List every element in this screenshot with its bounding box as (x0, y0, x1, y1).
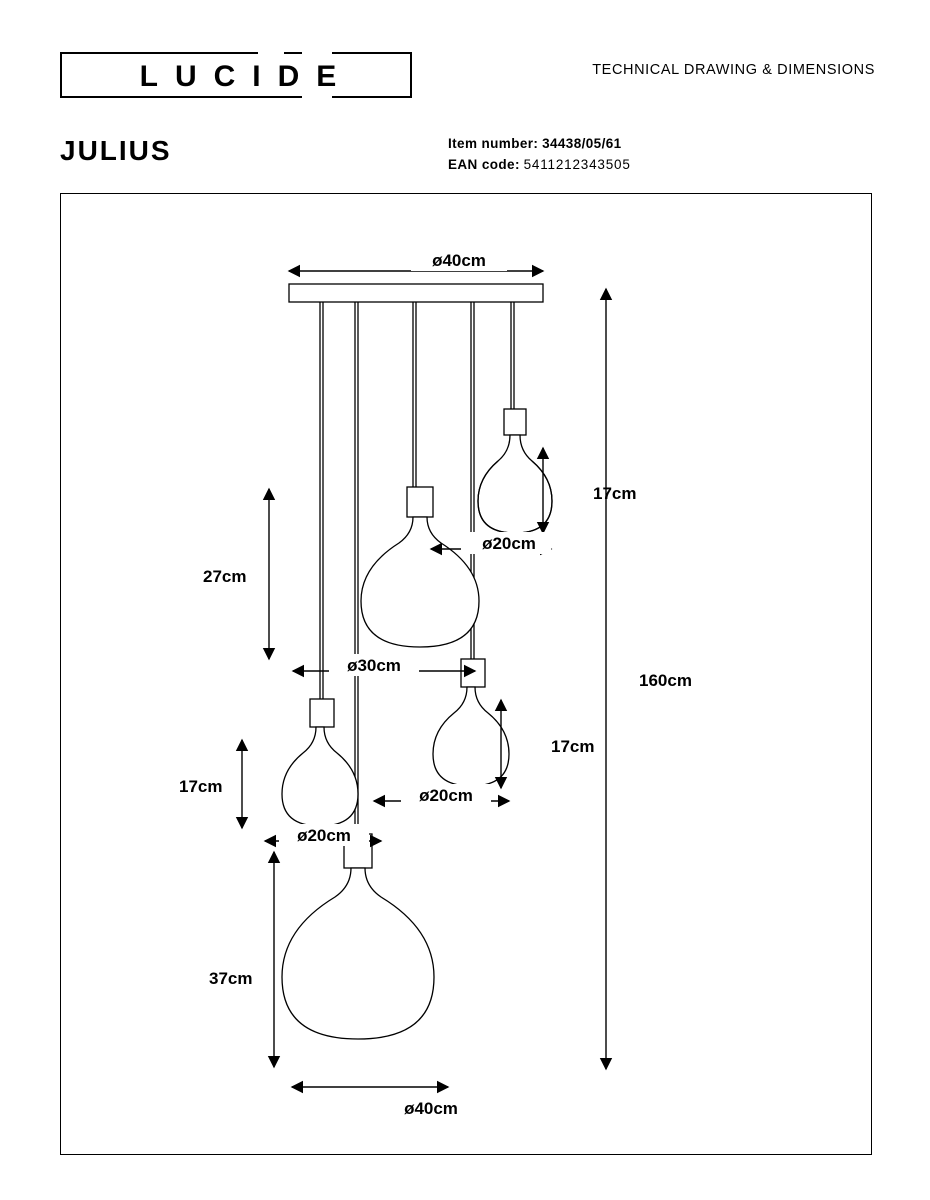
dim-shade-a-width: ø20cm (482, 534, 536, 553)
logo-notch-top-left (258, 51, 284, 59)
dim-shade-d-width: ø20cm (419, 786, 473, 805)
dim-shade-e-height: 37cm (209, 969, 253, 988)
document-title: TECHNICAL DRAWING & DIMENSIONS (592, 62, 875, 78)
logo-notch-top-right (302, 51, 332, 59)
technical-drawing-frame (60, 193, 872, 1155)
dim-canopy-width: ø40cm (432, 251, 486, 270)
technical-drawing (61, 194, 871, 1154)
item-number-label: Item number: (448, 136, 539, 151)
dim-shade-e-width: ø40cm (404, 1099, 458, 1118)
document-header (60, 52, 875, 106)
dim-shade-a-height: 17cm (593, 484, 637, 503)
product-meta (448, 133, 631, 175)
dim-shade-c-width: ø20cm (297, 826, 351, 845)
lucide-logo (60, 52, 412, 98)
ean-code-label: EAN code: (448, 157, 520, 172)
dim-shade-c-height: 17cm (179, 777, 223, 796)
logo-notch-bottom (302, 94, 332, 103)
dim-total-drop: 160cm (639, 671, 692, 690)
item-number-row (448, 133, 631, 154)
item-number-value: 34438/05/61 (542, 136, 622, 151)
dim-shade-b-height: 27cm (203, 567, 247, 586)
page-title: JULIUS (60, 135, 172, 166)
lucide-logo-text: LUCIDE (139, 60, 354, 93)
ean-code-value: 5411212343505 (523, 157, 631, 172)
dim-shade-b-width: ø30cm (347, 656, 401, 675)
ean-code-row (448, 154, 631, 175)
dim-shade-d-height: 17cm (551, 737, 595, 756)
